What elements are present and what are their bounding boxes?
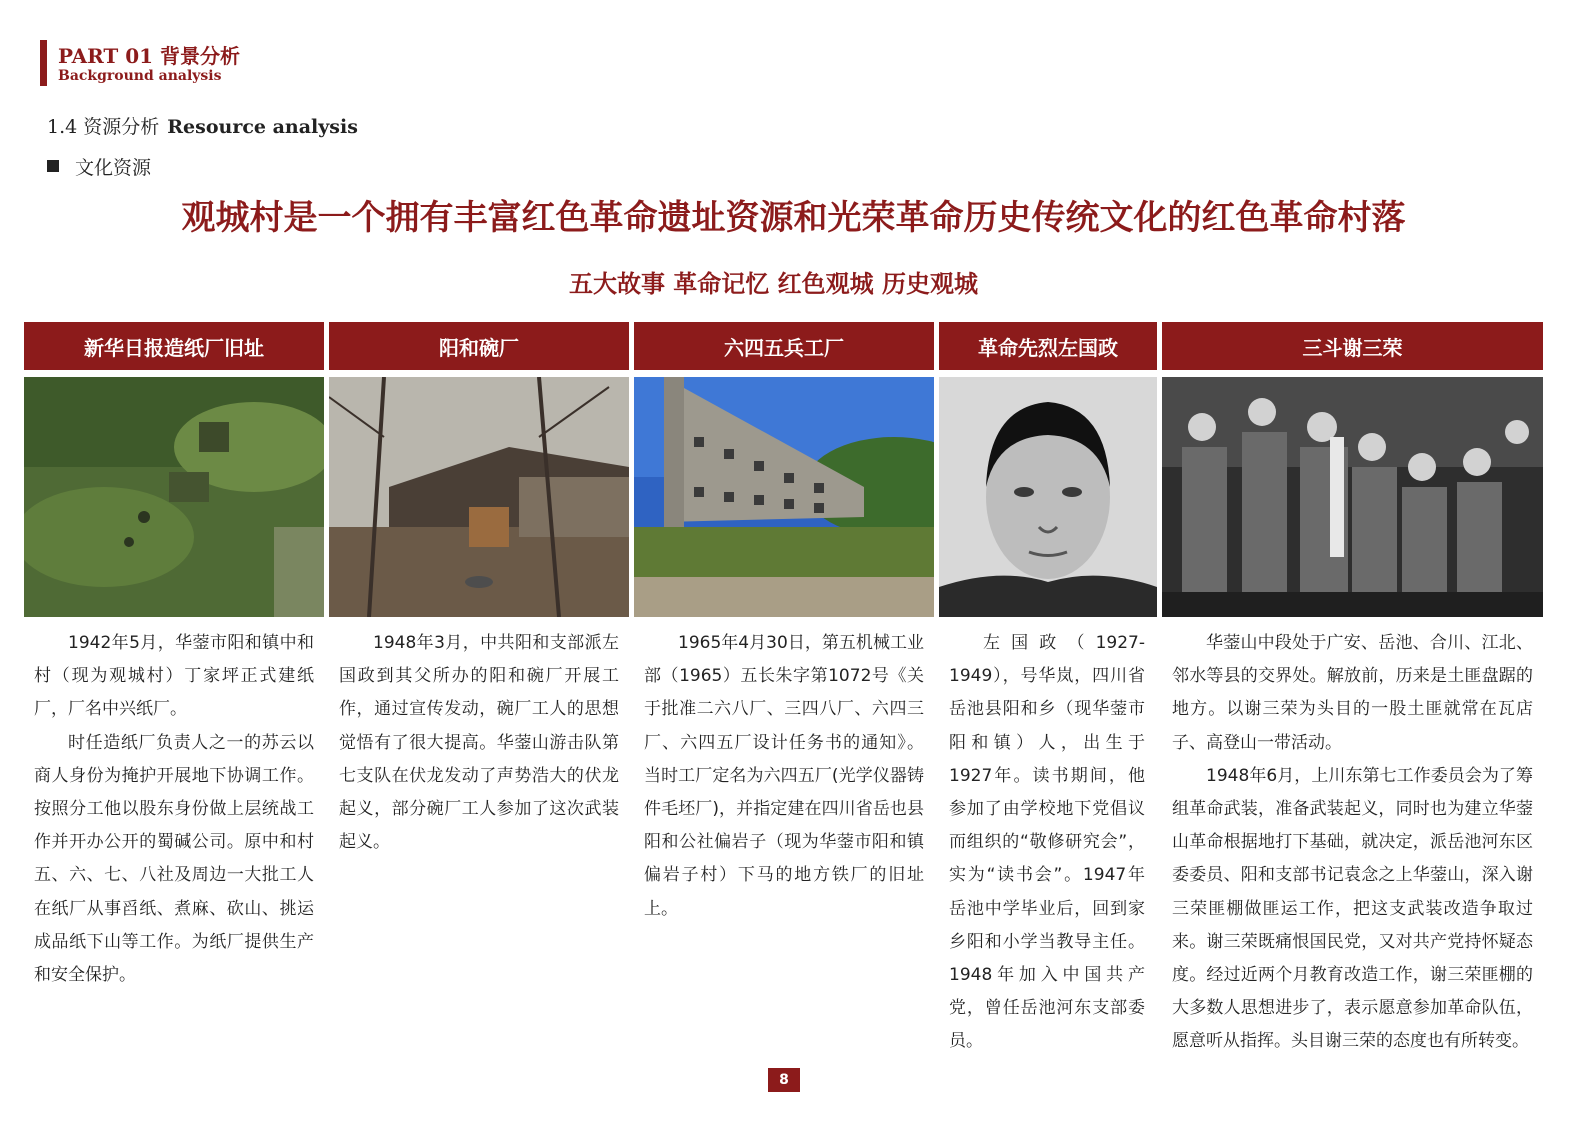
section-heading <box>47 112 358 139</box>
page-headline: 观城村是一个拥有丰富红色革命遗址资源和光荣革命历史传统文化的红色革命村落 <box>181 198 1406 238</box>
paper-mill-site-photo <box>24 377 324 617</box>
column-paragraph: 1948年3月，中共阳和支部派左国政到其父所办的阳和碗厂开展工作，通过宣传发动，碗厂工人的思想觉悟有了很大提高。华蓥山游击队第七支队在伏龙发动了声势浩大的伏龙起义，部分碗厂工人参加了这次武装起义。 <box>339 633 619 853</box>
column-body <box>329 627 629 859</box>
column-body <box>939 627 1157 1059</box>
story-column-paper-mill <box>24 322 324 992</box>
section-number-cn: 1.4 资源分析 <box>47 116 160 138</box>
column-paragraph: 1948年6月，上川东第七工作委员会为了筹组革命武装，准备武装起义，同时也为建立华蓥山革命根据地打下基础，就决定，派岳池河东区委委员、阳和支部书记袁念之上华蓥山，深入谢三荣匪棚做匪运工作，把这支武装改造争取过来。谢三荣既痛恨国民党，又对共产党持怀疑态度。经过近两个月教育改造工作，谢三荣匪棚的大多数人思想进步了，表示愿意参加革命队伍，愿意听从指挥。头目谢三荣的态度也有所转变。 <box>1172 765 1533 1052</box>
column-paragraph: 1965年4月30日，第五机械工业部（1965）五长朱字第1072号《关于批准二六八厂、三四八厂、六四三厂、六四五厂设计任务书的通知》。当时工厂定名为六四五厂(光学仪器铸件毛坯厂)，并指定建在四川省岳也县阳和公社偏岩子（现为华蓥市阳和镇偏岩子村）下马的地方铁厂的旧址上。 <box>644 633 924 919</box>
story-column-bowl-factory <box>329 322 629 859</box>
square-bullet-icon <box>47 160 59 172</box>
column-title: 革命先烈左国政 <box>939 322 1157 370</box>
column-paragraph: 时任造纸厂负责人之一的苏云以商人身份为掩护开展地下协调工作。按照分工他以股东身份做上层统战工作并开办公开的蜀碱公司。原中和村五、六、七、八社及周边一大批工人在纸厂从事舀纸、煮麻、砍山、挑运成品纸下山等工作。为纸厂提供生产和安全保护。 <box>34 732 314 986</box>
column-body <box>634 627 934 926</box>
column-title: 阳和碗厂 <box>329 322 629 370</box>
column-body <box>24 627 324 992</box>
bowl-factory-photo <box>329 377 629 617</box>
column-title: 六四五兵工厂 <box>634 322 934 370</box>
column-title: 三斗谢三荣 <box>1162 322 1543 370</box>
column-paragraph: 左国政（1927-1949），号华岚，四川省岳池县阳和乡（现华蓥市阳和镇）人，出生于1927年。读书期间，他参加了由学校地下党倡议而组织的“敬修研究会”，实为“读书会”。1947年岳池中学毕业后，回到家乡阳和小学当教导主任。1948年加入中国共产党，曾任岳池河东支部委员。 <box>949 633 1145 1052</box>
part-title: PART 01 背景分析 <box>58 44 241 68</box>
arsenal-factory-photo <box>634 377 934 617</box>
story-column-arsenal <box>634 322 934 926</box>
column-paragraph: 1942年5月，华蓥市阳和镇中和村（现为观城村）丁家坪正式建纸厂，厂名中兴纸厂。 <box>34 633 314 720</box>
stage-scene-photo <box>1162 377 1543 617</box>
bullet-item <box>47 153 151 180</box>
part-subtitle: Background analysis <box>58 68 222 84</box>
story-column-xie-sanrong <box>1162 322 1543 1059</box>
part-accent-bar <box>40 40 47 86</box>
page-number: 8 <box>768 1068 800 1092</box>
bullet-label: 文化资源 <box>75 157 152 179</box>
martyr-portrait-photo <box>939 377 1157 617</box>
column-title: 新华日报造纸厂旧址 <box>24 322 324 370</box>
section-title-en: Resource analysis <box>167 116 358 138</box>
column-body <box>1162 627 1543 1059</box>
column-paragraph: 华蓥山中段处于广安、岳池、合川、江北、邻水等县的交界处。解放前，历来是土匪盘踞的地方。以谢三荣为头目的一股土匪就常在瓦店子、高登山一带活动。 <box>1172 633 1533 753</box>
story-column-martyr <box>939 322 1157 1059</box>
page-subheadline: 五大故事 革命记忆 红色观城 历史观城 <box>568 270 979 298</box>
